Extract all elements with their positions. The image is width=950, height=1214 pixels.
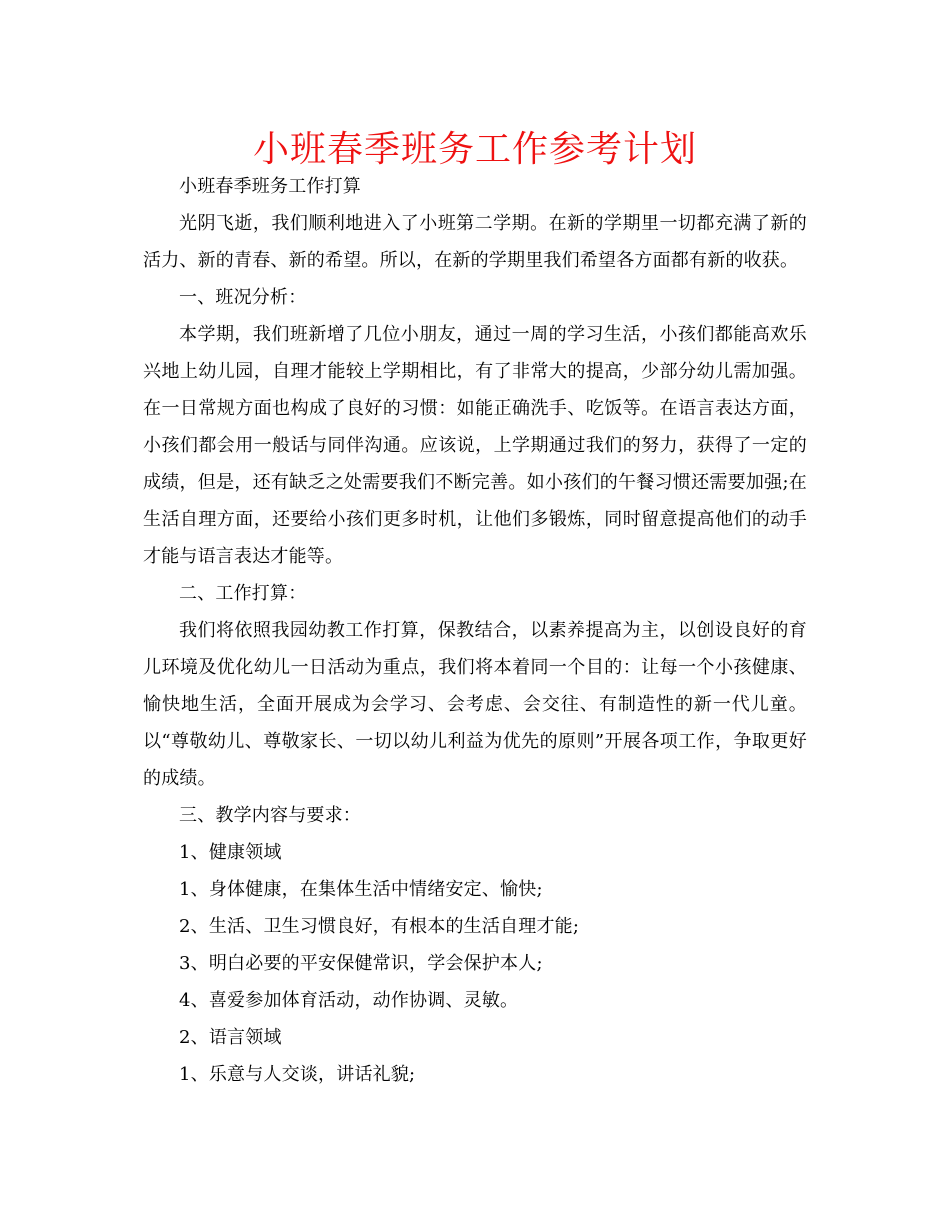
list-item: 1、身体健康，在集体生活中情绪安定、愉快; — [179, 879, 543, 900]
subheading-health-domain: 1、健康领域 — [179, 842, 282, 863]
intro-paragraph: 光阴飞逝，我们顺利地进入了小班第二学期。在新的学期里一切都充满了新的活力、新的青春、新的希望。所以，在新的学期里我们希望各方面都有新的收获。 — [143, 213, 807, 271]
section-heading-work-plan: 二、工作打算： — [179, 583, 307, 604]
list-item: 3、明白必要的平安保健常识，学会保护本人; — [179, 953, 543, 974]
work-plan-paragraph: 我们将依照我园幼教工作打算，保教结合，以素养提高为主，以创设良好的育儿环境及优化幼儿一日活动为重点，我们将本着同一个目的：让每一个小孩健康、愉快地生活，全面开展成为会学习、会考虑、会交往、有制造性的新一代儿童。以“尊敬幼儿、尊敬家长、一切以幼儿利益为优先的原则”开展各项工作，争取更好的成绩。 — [143, 620, 807, 789]
class-analysis-paragraph: 本学期，我们班新增了几位小朋友，通过一周的学习生活，小孩们都能高欢乐兴地上幼儿园，自理才能较上学期相比，有了非常大的提高，少部分幼儿需加强。在一日常规方面也构成了良好的习惯：如能正确洗手、吃饭等。在语言表达方面，小孩们都会用一般话与同伴沟通。应该说，上学期通过我们的努力，获得了一定的成绩，但是，还有缺乏之处需要我们不断完善。如小孩们的午餐习惯还需要加强;在生活自理方面，还要给小孩们更多时机，让他们多锻炼，同时留意提高他们的动手才能与语言表达才能等。 — [143, 324, 807, 567]
section-heading-teaching-content: 三、教学内容与要求： — [179, 805, 361, 826]
list-item: 2、生活、卫生习惯良好，有根本的生活自理才能; — [179, 916, 580, 937]
list-item: 1、乐意与人交谈，讲话礼貌; — [179, 1064, 416, 1085]
section-heading-class-analysis: 一、班况分析： — [179, 287, 307, 308]
list-item: 4、喜爱参加体育活动，动作协调、灵敏。 — [179, 990, 519, 1011]
document-body — [143, 168, 807, 1093]
subtitle-paragraph: 小班春季班务工作打算 — [179, 176, 361, 197]
document-title: 小班春季班务工作参考计划 — [252, 129, 697, 170]
subheading-language-domain: 2、语言领域 — [179, 1027, 282, 1048]
